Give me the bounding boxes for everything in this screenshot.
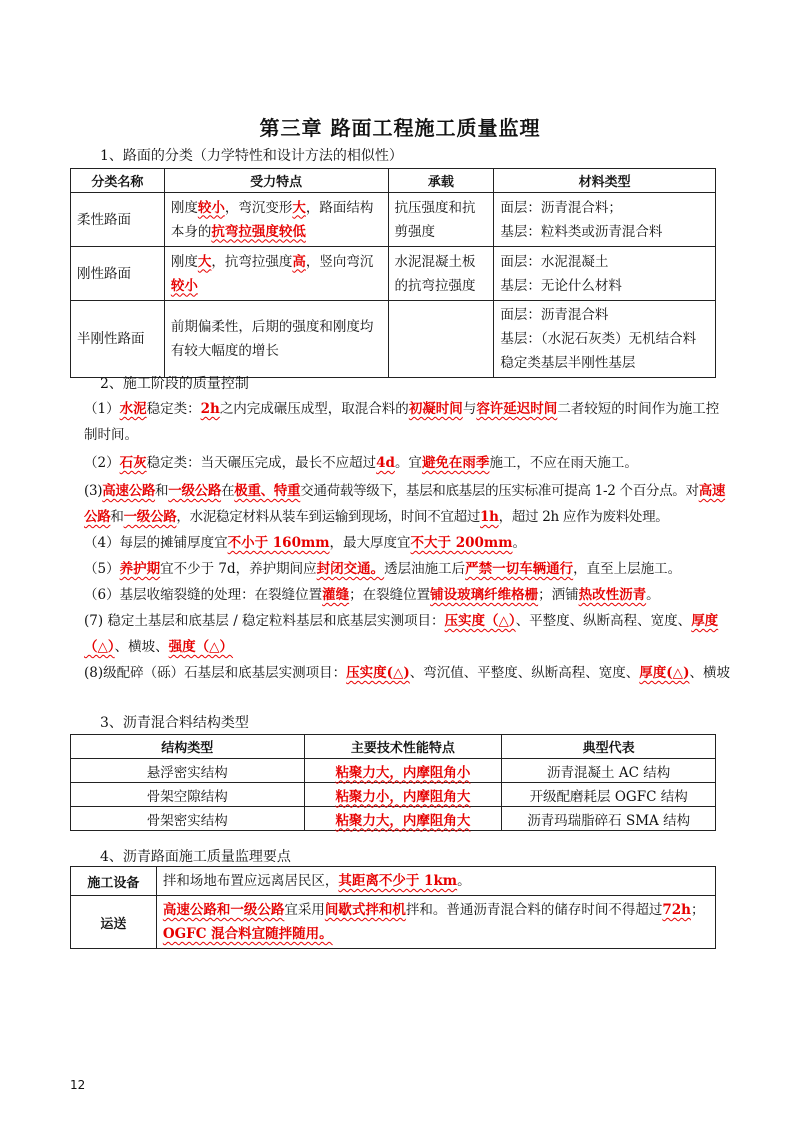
row-load: 抗压强度和抗剪强度 xyxy=(388,193,494,247)
paragraph-lime: （2）石灰稳定类：当天碾压完成，最长不应超过4d。宜避免在雨季施工，不应在雨天施工。 xyxy=(84,455,638,471)
row-load: 水泥混凝土板的抗弯拉强度 xyxy=(388,247,494,301)
paragraph-stabilized: (7) 稳定土基层和底基层 / 稳定粒料基层和底基层实测项目：压实度（△）、平整度、纵断高程、宽度、厚度（△）、横坡、强度（△） xyxy=(84,613,719,655)
paragraph-graded: (8)级配碎（砾）石基层和底基层实测项目：压实度(△)、弯沉值、平整度、纵断高程、宽度、厚度(△)、横坡 xyxy=(84,665,730,681)
section-3-heading: 3、沥青混合料结构类型 xyxy=(100,715,249,731)
paragraph-cracks: （6）基层收缩裂缝的处理：在裂缝位置灌缝；在裂缝位置铺设玻璃纤维格栅；洒铺热改性沥青。 xyxy=(84,587,660,603)
row-name: 柔性路面 xyxy=(71,193,165,247)
section-4-heading: 4、沥青路面施工质量监理要点 xyxy=(100,849,291,865)
row-label-transport: 运送 xyxy=(71,896,157,949)
table-row xyxy=(71,301,716,378)
row-material: 面层：沥青混合料 基层：（水泥石灰类）无机结合料稳定类基层半刚性基层 xyxy=(494,301,716,378)
table-row: 运送 高速公路和一级公路宜采用间歇式拌和机拌和。普通沥青混合料的储存时间不得超过72h；OGFC 混合料宜随拌随用。 xyxy=(71,896,716,949)
row-label-equipment: 施工设备 xyxy=(71,867,157,896)
col-header-rep: 典型代表 xyxy=(502,735,716,759)
paragraph-thickness: （4）每层的摊铺厚度宜不小于 160mm，最大厚度宜不大于 200mm。 xyxy=(84,535,526,551)
col-header-name: 分类名称 xyxy=(71,169,165,193)
table-row: 悬浮密实结构 粘聚力大，内摩阻角小 沥青混凝土 AC 结构 xyxy=(71,759,716,783)
page-number: 12 xyxy=(70,1078,86,1092)
paragraph-curing: （5）养护期宜不少于 7d，养护期间应封闭交通。透层油施工后严禁一切车辆通行，直至上层施工。 xyxy=(84,561,682,577)
row-force: 刚度大，抗弯拉强度高，竖向弯沉较小 xyxy=(164,247,388,301)
col-header-load: 承载 xyxy=(388,169,494,193)
table-row: 骨架密实结构 粘聚力大，内摩阻角大 沥青玛瑞脂碎石 SMA 结构 xyxy=(71,807,716,831)
asphalt-structure-table xyxy=(70,734,716,831)
col-header-feature: 主要技术性能特点 xyxy=(304,735,502,759)
section-2-heading: 2、施工阶段的质量控制 xyxy=(100,376,249,392)
col-header-force: 受力特点 xyxy=(164,169,388,193)
row-material: 面层：沥青混合料； 基层：粒料类或沥青混合料 xyxy=(494,193,716,247)
row-material: 面层：水泥混凝土 基层：无论什么材料 xyxy=(494,247,716,301)
row-force: 刚度较小，弯沉变形大，路面结构本身的抗弯拉强度较低 xyxy=(164,193,388,247)
table-row xyxy=(71,193,716,247)
row-force: 前期偏柔性，后期的强度和刚度均有较大幅度的增长 xyxy=(164,301,388,378)
row-name: 刚性路面 xyxy=(71,247,165,301)
col-header-material: 材料类型 xyxy=(494,169,716,193)
asphalt-supervision-table xyxy=(70,866,716,949)
row-load xyxy=(388,301,494,378)
table-row xyxy=(71,247,716,301)
chapter-title: 第三章 路面工程施工质量监理 xyxy=(259,116,541,140)
table-row: 骨架空隙结构 粘聚力小，内摩阻角大 开级配磨耗层 OGFC 结构 xyxy=(71,783,716,807)
paragraph-cement: （1）水泥稳定类：2h之内完成碾压成型，取混合料的初凝时间与容许延迟时间二者较短的时间作为施工控制时间。 xyxy=(84,401,720,443)
table-row: 施工设备 拌和场地布置应远离居民区，其距离不少于 1km。 xyxy=(71,867,716,896)
pavement-classification-table xyxy=(70,168,716,378)
paragraph-highway: (3)高速公路和一级公路在极重、特重交通荷载等级下，基层和底基层的压实标准可提高 1-2 个百分点。对高速公路和一级公路，水泥稳定材料从装车到运输到现场，时间不宜超过1h，超过 2h 应作为废料处理。 xyxy=(84,483,726,525)
section-1-heading: 1、路面的分类（力学特性和设计方法的相似性） xyxy=(100,148,403,164)
row-name: 半刚性路面 xyxy=(71,301,165,378)
col-header-type: 结构类型 xyxy=(71,735,305,759)
